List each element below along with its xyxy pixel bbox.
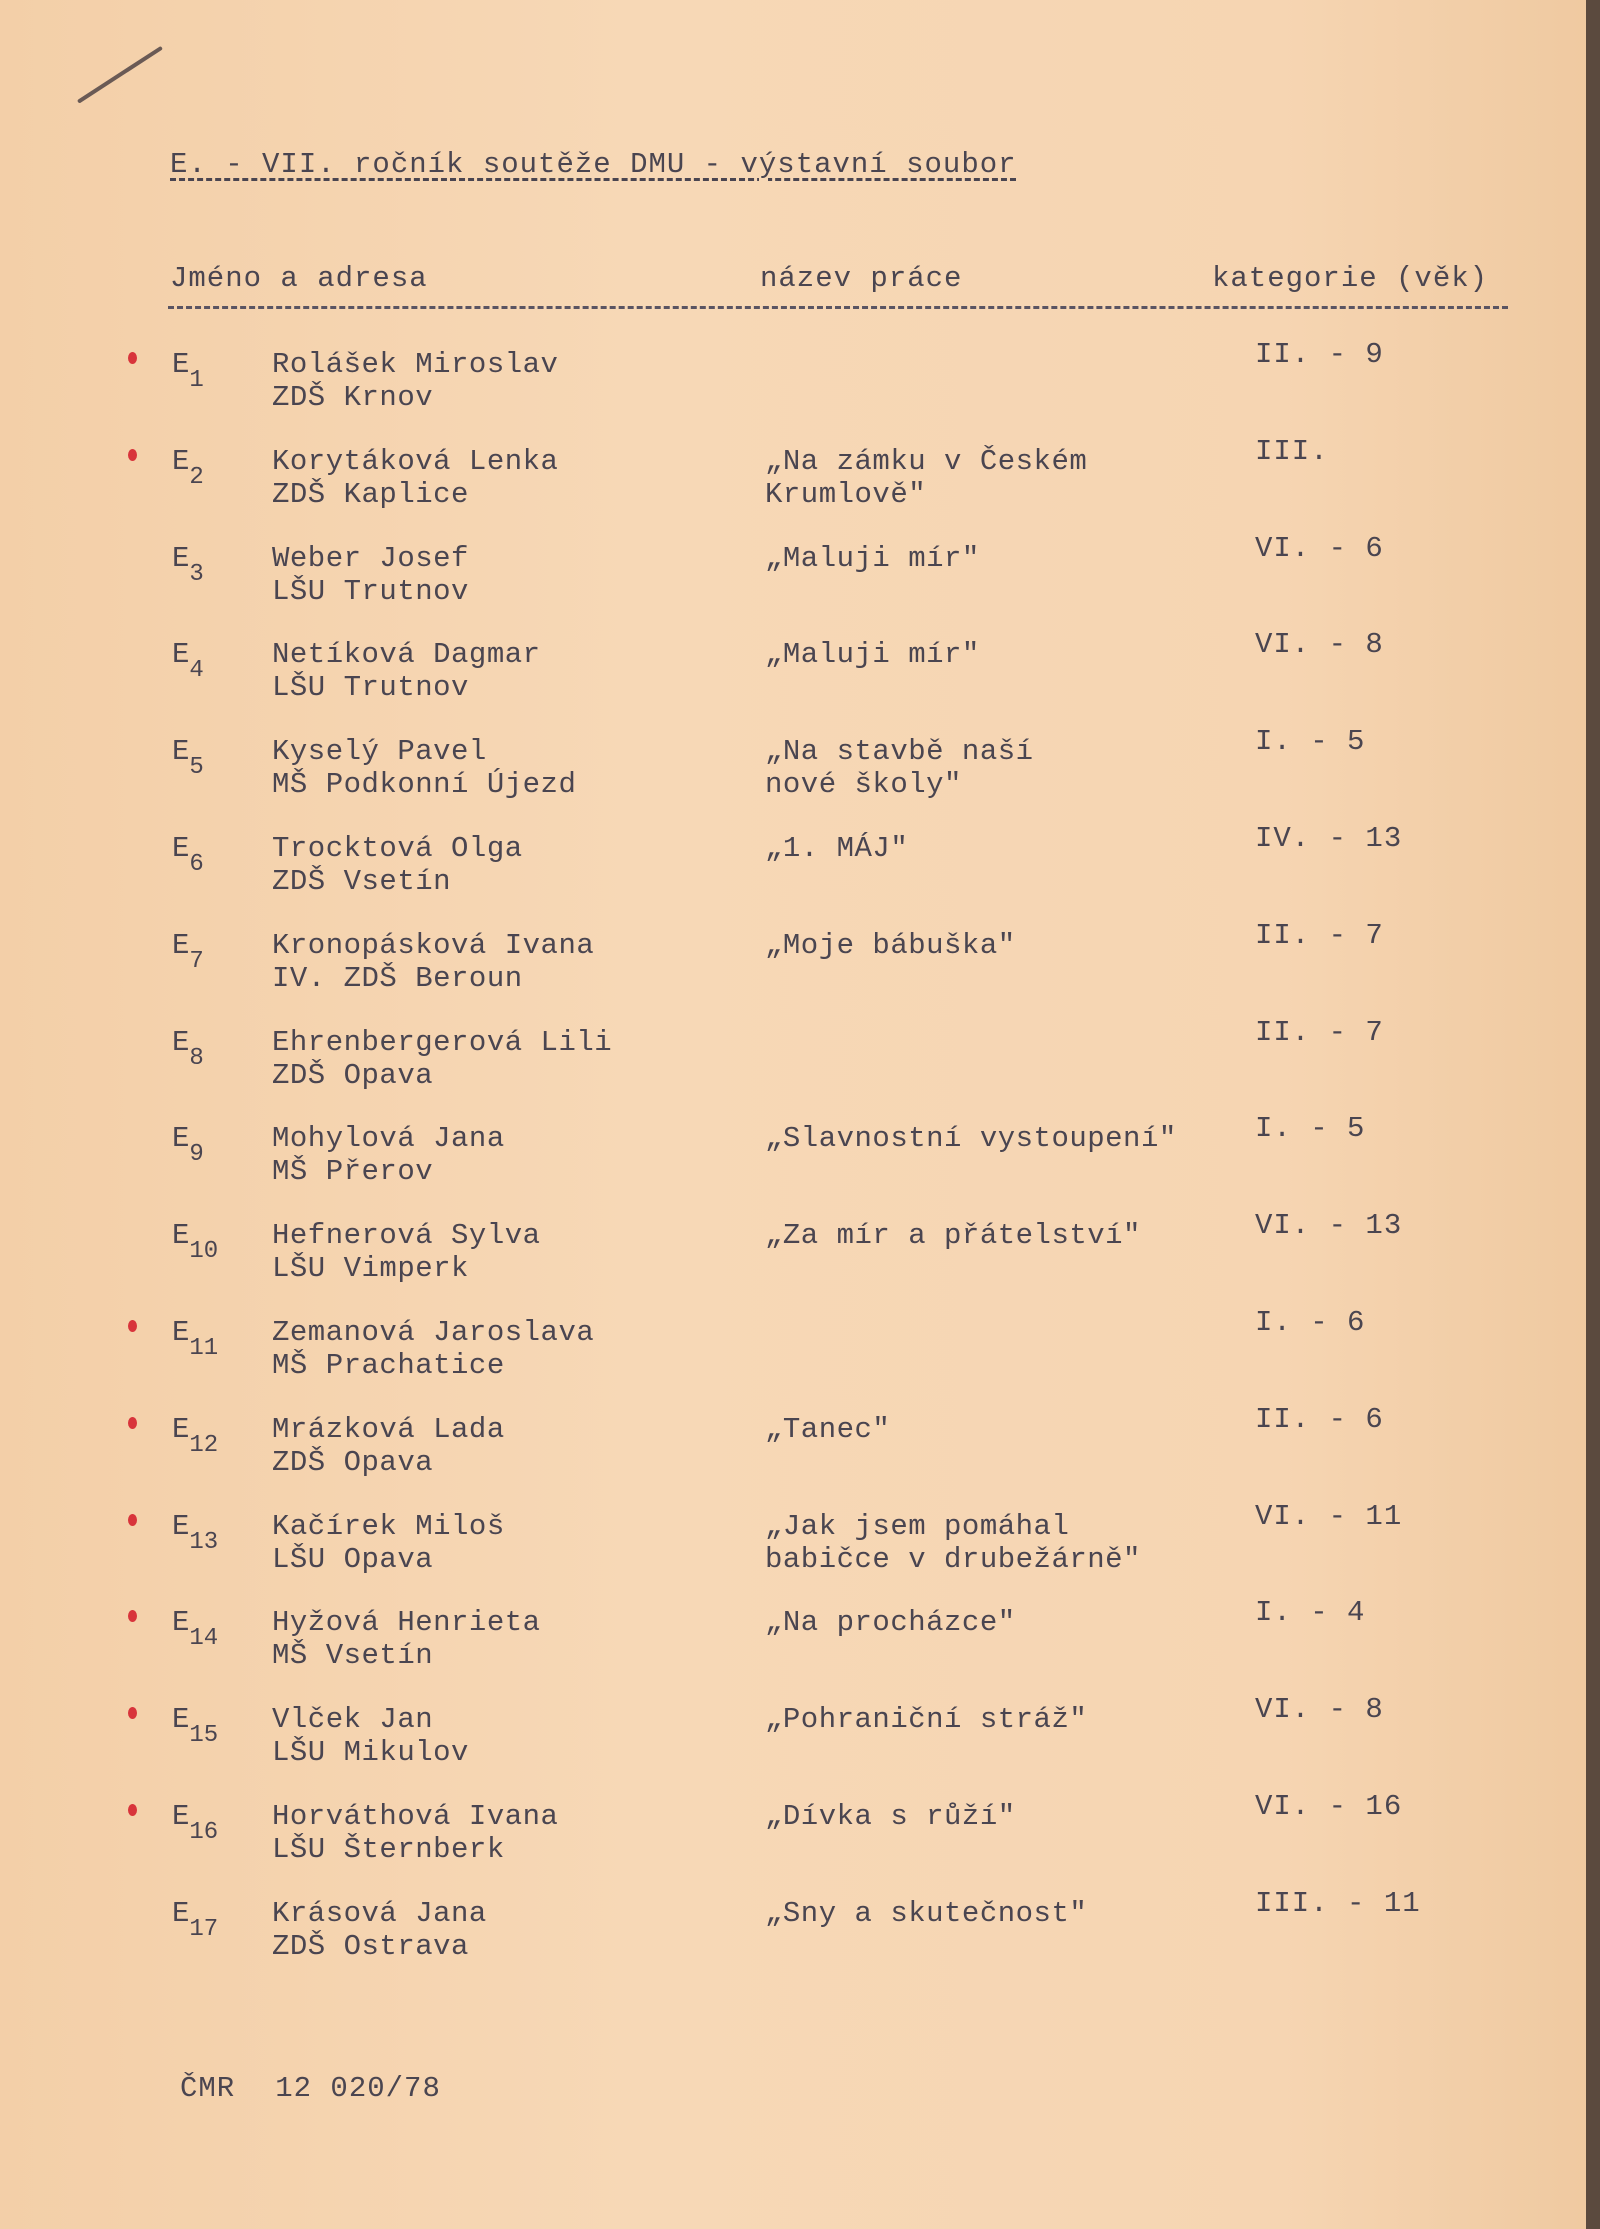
entry-code [172,928,204,975]
entry-code-number: 13 [189,1528,219,1556]
entry-code-letter: E [172,928,190,962]
entry-name: Mrázková Lada [272,1412,505,1446]
entry-address: ZDŠ Kaplice [272,477,469,511]
entry-row [0,1886,1560,1989]
entry-category: VI. - 8 [1255,1693,1384,1727]
entry-work-title [765,832,908,865]
entry-name: Korytáková Lenka [272,444,559,478]
entry-name: Hefnerová Sylva [272,1219,541,1253]
entry-address: LŠU Šternberk [272,1833,505,1866]
entry-row [0,725,1560,827]
entry-name-address [272,445,558,511]
entry-code-letter: E [172,1412,190,1446]
entry-work-line-2: nové školy" [765,768,962,802]
entry-name-address [272,1510,505,1576]
entry-work-line-1: „Za mír a přátelství" [765,1219,1141,1253]
entry-code-number: 1 [189,367,204,394]
entry-work-title [765,445,1087,511]
entry-work-title [765,1510,1141,1576]
entry-code-number: 2 [189,463,204,491]
entry-work-line-1: „Jak jsem pomáhal [765,1509,1070,1543]
entry-name: Hyžová Henrieta [272,1606,541,1640]
entry-name: Ehrenbergerová Lili [272,1025,613,1059]
entry-code-letter: E [172,1122,190,1156]
entry-category: I. - 5 [1255,1112,1366,1146]
entry-row [0,628,1560,730]
entry-row [0,1015,1560,1118]
column-header-name: Jméno a adresa [170,262,428,295]
entry-code-number: 15 [189,1722,219,1750]
entry-address: ZDŠ Opava [272,1445,434,1479]
entry-name: Mohylová Jana [272,1122,505,1156]
entry-work-line-1: „Pohraniční stráž" [765,1703,1088,1737]
entry-code [172,541,204,588]
entry-code-letter: E [172,1800,190,1833]
entry-code-number: 3 [189,560,204,588]
entry-row [0,1790,1560,1892]
entry-name-address [272,1413,505,1479]
entry-name-address [272,348,558,414]
entry-code-letter: E [172,1219,190,1253]
entry-address: IV. ZDŠ Beroun [272,961,523,995]
entry-category: IV. - 13 [1255,822,1403,855]
entry-name: Kronopásková Ivana [272,928,595,962]
entry-work-line-1: „Moje bábuška" [765,928,1016,962]
red-check-mark [128,352,137,364]
entry-row [0,531,1560,634]
entry-name-address [272,542,469,608]
entry-work-title [765,1897,1087,1930]
entry-address: MŠ Podkonní Újezd [272,768,577,802]
entry-code-letter: E [172,832,190,865]
entry-code [172,735,204,782]
entry-address: LŠU Mikulov [272,1736,469,1770]
red-check-mark [128,1610,137,1622]
entry-row [0,1306,1560,1408]
entry-name: Horváthová Ivana [272,1800,559,1833]
red-check-mark [128,1804,137,1816]
entry-address: ZDŠ Opava [272,1058,434,1092]
entry-code [172,1896,219,1943]
entry-category: III. - 11 [1255,1886,1421,1920]
document-heading: E. - VII. ročník soutěže DMU - výstavní soubor [170,148,1017,181]
entry-category: II. - 6 [1255,1402,1384,1436]
entry-work-title [765,542,980,575]
entry-address: ZDŠ Ostrava [272,1929,469,1963]
entry-work-line-1: „Na stavbě naší [765,735,1034,769]
entry-work-title [765,1800,1016,1833]
entry-category: VI. - 16 [1255,1790,1403,1823]
entry-name-address [272,1703,469,1769]
entry-code-letter: E [172,1316,190,1349]
entry-category: VI. - 8 [1255,628,1384,662]
entry-code [172,638,204,685]
entry-code-number: 12 [189,1431,219,1459]
entry-name-address [272,1897,487,1963]
footer-code: ČMR [180,2072,236,2105]
header-rule [168,306,1508,309]
entry-work-line-1: „Slavnostní vystoupení" [765,1122,1177,1156]
entry-code-number: 10 [189,1238,219,1266]
entry-code-number: 4 [189,657,204,685]
entry-work-line-1: „Maluji mír" [765,541,980,575]
entry-code-letter: E [172,1896,190,1930]
entry-work-title [765,735,1034,801]
entry-name: Kačírek Miloš [272,1509,505,1543]
entry-row [0,1402,1560,1505]
entry-row [0,338,1560,440]
entry-code [172,1122,204,1169]
entry-code [172,1800,219,1846]
entry-name: Vlček Jan [272,1703,434,1737]
entry-work-line-1: „Sny a skutečnost" [765,1896,1088,1930]
column-header-title: název práce [760,262,963,295]
entry-name: Trocktová Olga [272,832,523,865]
entry-code-letter: E [172,1509,190,1543]
entry-code-number: 11 [189,1335,219,1362]
entry-row [0,918,1560,1021]
footer [180,2072,441,2105]
entry-code [172,348,204,394]
entry-code [172,1025,204,1072]
entry-name-address [272,638,541,704]
entry-address: MŠ Prachatice [272,1349,505,1382]
entry-address: MŠ Přerov [272,1155,434,1189]
entry-name: Zemanová Jaroslava [272,1316,595,1349]
entry-code-letter: E [172,1025,190,1059]
entry-code-letter: E [172,638,190,672]
entry-code-letter: E [172,444,190,478]
entry-work-line-1: „1. MÁJ" [765,832,909,865]
entry-code [172,1316,219,1362]
entry-row [0,434,1560,537]
entry-address: MŠ Vsetín [272,1639,434,1673]
entry-address: LŠU Vimperk [272,1252,469,1286]
entry-work-title [765,1703,1087,1736]
entry-name: Weber Josef [272,541,469,575]
entry-category: I. - 6 [1255,1306,1366,1339]
entry-code [172,1509,219,1556]
entry-code-number: 5 [189,754,204,782]
entry-work-title [765,1122,1177,1155]
entry-code-number: 16 [189,1819,219,1846]
entry-work-title [765,1413,890,1446]
entry-row [0,822,1560,924]
entry-work-title [765,929,1016,962]
entry-name-address [272,1026,612,1092]
entry-row [0,1693,1560,1795]
entry-work-line-2: Krumlově" [765,477,927,511]
red-check-mark [128,1320,137,1332]
entry-work-title [765,1219,1141,1252]
entry-name-address [272,1219,541,1285]
entry-address: LŠU Trutnov [272,574,469,608]
entry-category: VI. - 6 [1255,531,1384,565]
entry-work-line-2: babičce v drubežárně" [765,1542,1141,1576]
red-check-mark [128,1417,137,1429]
entry-code [172,1219,219,1266]
entry-name-address [272,1606,541,1672]
entry-work-line-1: „Na procházce" [765,1606,1016,1640]
entry-address: LŠU Trutnov [272,671,469,705]
entry-category: VI. - 13 [1255,1209,1403,1243]
entry-work-line-1: „Tanec" [765,1412,891,1446]
entry-category: III. [1255,434,1329,468]
entry-code [172,1703,219,1750]
entry-code-number: 17 [189,1915,219,1943]
entry-code [172,1606,219,1653]
entry-code-letter: E [172,1703,190,1737]
entry-code-number: 14 [189,1625,219,1653]
entry-name: Kyselý Pavel [272,735,487,769]
entry-name-address [272,1122,505,1188]
entry-code-number: 8 [189,1044,204,1072]
entry-code-number: 9 [189,1141,204,1169]
scan-edge [1586,0,1600,2229]
entry-row [0,1596,1560,1698]
entry-address: ZDŠ Vsetín [272,865,452,898]
entry-name: Netíková Dagmar [272,638,541,672]
entry-row [0,1209,1560,1311]
entry-code [172,832,204,878]
entry-category: I. - 4 [1255,1596,1366,1630]
entry-row [0,1112,1560,1214]
entry-name-address [272,1800,558,1866]
entry-name: Krásová Jana [272,1896,487,1930]
entry-work-title [765,1606,1016,1639]
entry-code-number: 6 [189,851,204,878]
red-check-mark [128,449,137,461]
entry-category: VI. - 11 [1255,1499,1403,1533]
entry-code-letter: E [172,1606,190,1640]
entry-category: II. - 7 [1255,1015,1384,1049]
entry-work-line-1: „Dívka s růží" [765,1800,1016,1833]
entry-category: II. - 7 [1255,918,1384,952]
entry-category: II. - 9 [1255,338,1384,371]
entry-work-line-1: „Maluji mír" [765,638,980,672]
footer-number: 12 020/78 [275,2072,441,2105]
entry-work-line-1: „Na zámku v Českém [765,444,1088,478]
entry-code [172,1412,219,1459]
entry-code-letter: E [172,541,190,575]
entry-name: Rolášek Miroslav [272,348,559,381]
entry-row [0,1499,1560,1602]
entry-address: LŠU Opava [272,1542,434,1576]
entry-name-address [272,735,576,801]
entry-code-number: 7 [189,947,204,975]
entry-category: I. - 5 [1255,725,1366,759]
entry-name-address [272,832,523,898]
entry-work-title [765,638,980,671]
entry-code-letter: E [172,348,190,381]
entry-code [172,444,204,491]
red-check-mark [128,1514,137,1526]
red-check-mark [128,1707,137,1719]
column-header-category: kategorie (věk) [1212,262,1489,295]
entry-address: ZDŠ Krnov [272,381,434,414]
entry-code-letter: E [172,735,190,769]
entry-name-address [272,929,594,995]
entry-name-address [272,1316,594,1382]
